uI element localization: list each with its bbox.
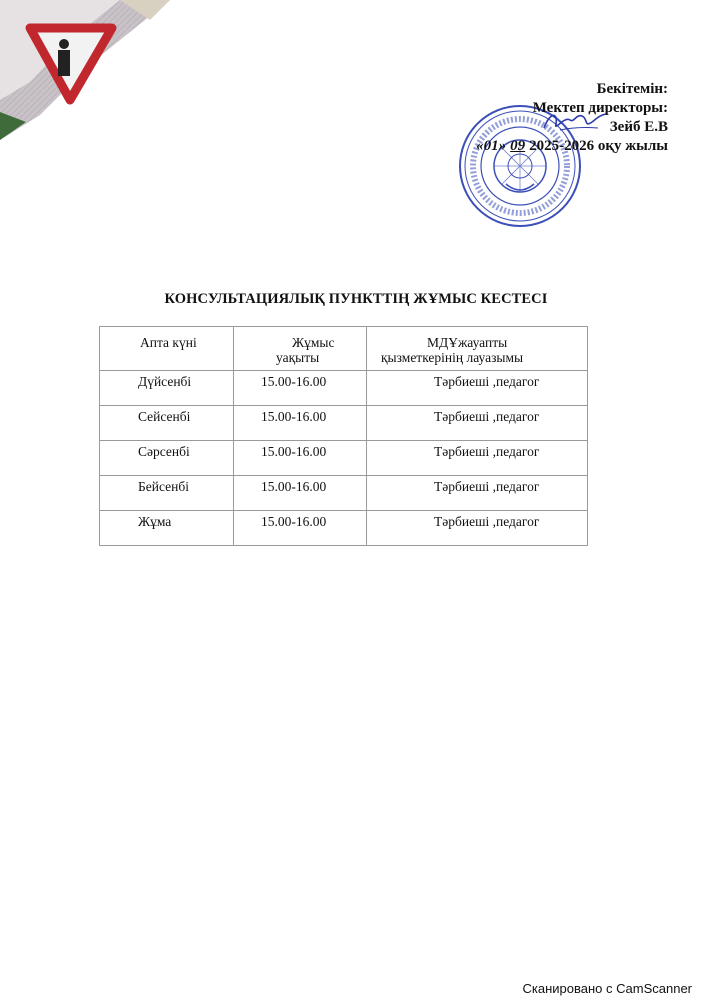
corner-photo-fragment <box>0 0 170 140</box>
table-row <box>100 511 588 546</box>
approval-date-day: «01» <box>476 138 507 154</box>
row-position: Тәрбиеші ,педагог <box>367 406 588 441</box>
header-weekday <box>100 327 234 371</box>
document-title: КОНСУЛЬТАЦИЯЛЫҚ ПУНКТТІҢ ЖҰМЫС КЕСТЕСІ <box>164 291 548 307</box>
row-weekday: Дүйсенбі <box>100 371 234 406</box>
row-weekday: Сәрсенбі <box>100 441 234 476</box>
row-weekday: Жұма <box>100 511 234 546</box>
approval-date-month: 09 <box>510 138 526 154</box>
row-time: 15.00-16.00 <box>234 511 367 546</box>
table-header-row <box>100 327 588 371</box>
header-responsible-line2: қызметкерінің лауазымы <box>381 350 524 365</box>
row-position: Тәрбиеші ,педагог <box>367 511 588 546</box>
row-weekday: Бейсенбі <box>100 476 234 511</box>
row-time: 15.00-16.00 <box>234 371 367 406</box>
row-time: 15.00-16.00 <box>234 441 367 476</box>
row-position: Тәрбиеші ,педагог <box>367 441 588 476</box>
row-time: 15.00-16.00 <box>234 406 367 441</box>
scanner-watermark: Сканировано с CamScanner <box>522 981 692 996</box>
approval-name: Зейб Е.В <box>609 119 668 135</box>
row-position: Тәрбиеші ,педагог <box>367 476 588 511</box>
approval-heading: Бекітемін: <box>596 81 668 97</box>
approval-date <box>476 137 668 156</box>
table-row <box>100 371 588 406</box>
header-responsible-line1: МДҰжауапты <box>427 335 508 350</box>
header-weekday-label: Апта күні <box>140 335 197 350</box>
row-position: Тәрбиеші ,педагог <box>367 371 588 406</box>
approval-academic-year: 2025-2026 оқу жылы <box>529 138 668 154</box>
table-row <box>100 441 588 476</box>
header-responsible-position <box>367 327 588 371</box>
row-weekday: Сейсенбі <box>100 406 234 441</box>
table-row <box>100 406 588 441</box>
schedule-table <box>99 326 588 546</box>
header-work-time <box>234 327 367 371</box>
row-time: 15.00-16.00 <box>234 476 367 511</box>
header-work-time-line1: Жұмыс <box>292 335 335 350</box>
header-work-time-line2: уақыты <box>276 350 320 365</box>
approval-position: Мектеп директоры: <box>532 100 668 116</box>
director-signature <box>540 106 610 136</box>
table-row <box>100 476 588 511</box>
